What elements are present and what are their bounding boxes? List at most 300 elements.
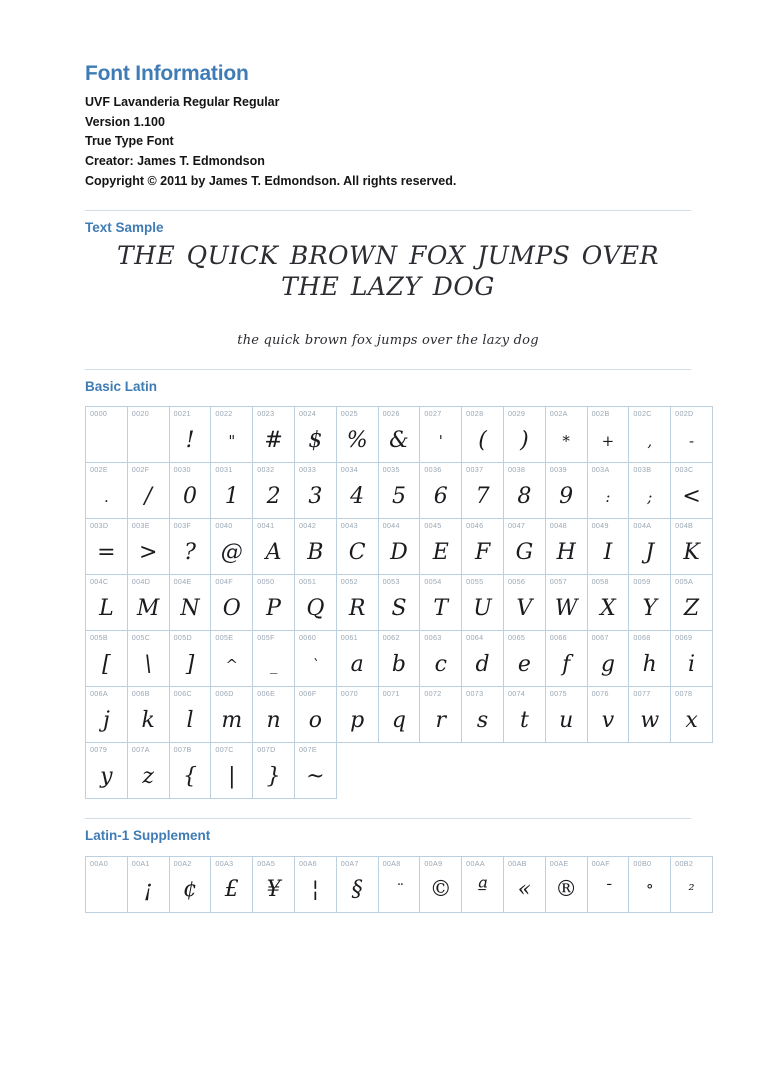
glyph-character: 5 [391,483,406,509]
glyph-cell[interactable] [169,519,211,575]
glyph-character: : [605,487,611,506]
glyph-character: P [266,595,281,621]
glyph-cell[interactable] [462,575,504,631]
glyph-character: L [99,595,114,621]
glyph-codepoint: 006D [215,689,234,699]
glyph-character [86,424,127,458]
glyph-cell[interactable] [336,407,378,463]
glyph-cell[interactable] [169,631,211,687]
glyph-character: H [556,539,576,565]
glyph-table-row [86,687,713,743]
glyph-cell[interactable] [169,687,211,743]
glyph-character: . [104,487,109,506]
glyph-character: z [142,763,154,789]
glyph-codepoint: 006C [173,689,192,699]
glyph-cell[interactable] [294,519,336,575]
glyph-codepoint: 007D [257,745,276,755]
glyph-character: 2 [266,483,281,509]
glyph-character: , [647,431,653,450]
glyph-cell[interactable] [545,687,587,743]
glyph-character: ¦ [311,876,320,902]
glyph-cell[interactable] [587,463,629,519]
glyph-cell[interactable] [211,519,253,575]
glyph-character: h [642,651,657,677]
glyph-cell[interactable] [253,575,295,631]
glyph-cell[interactable] [420,856,462,912]
glyph-cell[interactable] [420,631,462,687]
font-version-line: Version 1.100 [85,114,165,129]
glyph-cell[interactable] [294,463,336,519]
glyph-character: @ [220,539,243,565]
glyph-character: ~ [306,763,325,789]
glyph-cell[interactable] [629,856,671,912]
text-sample-lowercase: the quick brown fox jumps over the lazy dog [237,333,539,349]
glyph-cell[interactable] [169,856,211,912]
glyph-cell[interactable] [503,519,545,575]
glyph-character: 6 [433,483,448,509]
glyph-cell[interactable] [86,687,128,743]
glyph-cell[interactable] [378,519,420,575]
glyph-cell[interactable] [294,743,336,799]
glyph-cell[interactable] [253,407,295,463]
glyph-cell[interactable] [336,463,378,519]
glyph-character: V [516,595,533,621]
basic-latin-glyph-table [85,406,713,799]
glyph-codepoint: 0053 [382,577,400,587]
section-divider [85,210,691,211]
glyph-cell[interactable] [86,575,128,631]
glyph-cell[interactable] [211,631,253,687]
glyph-cell[interactable] [378,407,420,463]
glyph-character: Q [306,595,325,621]
glyph-codepoint: 0024 [298,409,317,419]
glyph-cell[interactable] [253,856,295,912]
glyph-codepoint: 005F [257,633,275,643]
section-divider [85,369,691,370]
glyph-codepoint: 00AB [507,858,527,868]
glyph-cell[interactable] [587,519,629,575]
glyph-codepoint: 0025 [340,409,358,419]
glyph-cell[interactable] [169,463,211,519]
glyph-character: R [348,595,366,621]
latin1-supplement-section [85,818,695,912]
glyph-cell[interactable] [503,463,545,519]
glyph-character: l [186,707,194,733]
glyph-character: i [688,651,696,677]
glyph-cell[interactable] [629,519,671,575]
glyph-codepoint: 0038 [507,465,526,475]
glyph-cell[interactable] [545,575,587,631]
glyph-codepoint: 0036 [424,465,442,475]
glyph-codepoint: 0043 [340,521,358,531]
glyph-codepoint: 0027 [424,409,442,419]
glyph-cell[interactable] [587,687,629,743]
glyph-codepoint: 0062 [382,633,400,643]
glyph-codepoint: 0042 [298,521,317,531]
glyph-cell[interactable] [587,631,629,687]
glyph-character: [ [102,651,111,677]
font-copyright-line: Copyright © 2011 by James T. Edmondson. All rights reserved. [85,173,457,188]
glyph-codepoint: 0045 [424,521,442,531]
glyph-character: + [601,431,615,450]
glyph-cell[interactable] [503,856,545,912]
glyph-character: b [391,651,407,677]
glyph-character: ; [647,487,653,506]
glyph-character: j [102,707,110,733]
glyph-character: / [144,483,152,509]
glyph-character: ¯ [604,880,612,899]
glyph-cell[interactable] [253,519,295,575]
glyph-cell[interactable] [86,743,128,799]
glyph-cell[interactable] [545,856,587,912]
glyph-cell[interactable] [671,631,713,687]
glyph-cell[interactable] [378,631,420,687]
glyph-codepoint: 00A2 [173,858,192,868]
glyph-codepoint: 0054 [424,577,442,587]
glyph-cell[interactable] [127,407,169,463]
glyph-cell[interactable] [294,631,336,687]
glyph-codepoint: 007B [173,745,192,755]
glyph-character: # [264,427,283,453]
glyph-cell[interactable] [336,856,378,912]
glyph-character: } [266,763,281,789]
glyph-character: a [350,651,364,677]
glyph-cell[interactable] [462,687,504,743]
glyph-character: d [475,651,490,677]
glyph-cell[interactable] [462,407,504,463]
glyph-cell[interactable] [545,519,587,575]
glyph-codepoint: 0034 [340,465,358,475]
glyph-cell[interactable] [253,463,295,519]
glyph-cell[interactable] [336,687,378,743]
glyph-codepoint: 006F [298,689,317,699]
glyph-cell-empty [587,743,629,799]
glyph-codepoint: 002D [675,409,694,419]
glyph-character: ? [184,539,196,565]
glyph-cell[interactable] [545,407,587,463]
glyph-codepoint: 004C [90,577,109,587]
glyph-codepoint: 00A9 [424,858,443,868]
font-creator-line: Creator: James T. Edmondson [85,153,265,168]
glyph-character: * [562,431,570,450]
glyph-cell[interactable] [253,687,295,743]
glyph-character: ] [185,651,195,677]
glyph-codepoint: 005E [215,633,234,643]
glyph-character: X [600,595,616,621]
glyph-cell[interactable] [127,631,169,687]
glyph-codepoint: 0061 [340,633,358,643]
glyph-character: 7 [475,483,490,509]
glyph-cell-empty [545,743,587,799]
glyph-cell[interactable] [336,519,378,575]
glyph-codepoint: 0055 [466,577,484,587]
glyph-codepoint: 0033 [298,465,317,475]
glyph-cell-empty [336,743,378,799]
glyph-codepoint: 0048 [549,521,567,531]
glyph-codepoint: 006A [90,689,108,699]
glyph-codepoint: 0047 [507,521,526,531]
glyph-cell[interactable] [587,407,629,463]
glyph-character: = [97,539,116,565]
glyph-character: n [266,707,281,733]
glyph-codepoint: 005D [173,633,192,643]
glyph-character [128,424,169,458]
glyph-cell[interactable] [211,743,253,799]
glyph-codepoint: 002C [633,409,652,419]
glyph-cell[interactable] [211,575,253,631]
glyph-cell-empty [671,743,713,799]
glyph-character: ² [688,880,695,899]
glyph-table-row [86,856,713,912]
glyph-character: ® [555,876,578,902]
glyph-character: p [350,707,365,733]
glyph-codepoint: 003E [131,521,150,531]
glyph-cell[interactable] [86,856,128,912]
glyph-codepoint: 0056 [507,577,526,587]
glyph-character: F [474,539,491,565]
glyph-codepoint: 005A [675,577,694,587]
glyph-codepoint: 0023 [257,409,275,419]
glyph-codepoint: 0039 [549,465,567,475]
glyph-character: & [389,427,409,453]
glyph-cell[interactable] [545,631,587,687]
glyph-codepoint: 007A [131,745,150,755]
glyph-character: q [391,707,407,733]
glyph-cell[interactable] [127,463,169,519]
glyph-codepoint: 0046 [466,521,484,531]
glyph-codepoint: 002E [90,465,108,475]
glyph-codepoint: 0079 [90,745,108,755]
glyph-character: ° [646,880,654,899]
glyph-cell[interactable] [378,575,420,631]
glyph-codepoint: 004A [633,521,652,531]
glyph-cell[interactable] [211,407,253,463]
glyph-cell[interactable] [336,631,378,687]
page-content [85,62,701,913]
glyph-character: E [432,539,449,565]
glyph-cell[interactable] [294,575,336,631]
text-sample-section [85,210,691,350]
glyph-cell[interactable] [294,687,336,743]
glyph-cell[interactable] [86,407,128,463]
glyph-cell[interactable] [629,575,671,631]
glyph-character: v [601,707,615,733]
glyph-cell[interactable] [420,519,462,575]
glyph-codepoint: 0070 [340,689,358,699]
glyph-codepoint: 005C [131,633,151,643]
glyph-character: Z [683,595,700,621]
glyph-codepoint: 004D [131,577,151,587]
glyph-character [86,873,127,907]
glyph-codepoint: 0040 [215,521,233,531]
glyph-character: ¥ [266,876,281,902]
glyph-character: I [603,539,613,565]
latin1-supplement-heading: Latin-1 Supplement [85,828,211,844]
glyph-cell[interactable] [503,575,545,631]
latin1-supplement-glyph-table [85,856,713,913]
glyph-character: W [554,595,578,621]
glyph-cell[interactable] [629,463,671,519]
glyph-codepoint: 0076 [591,689,609,699]
glyph-character: ¡ [143,876,153,902]
glyph-character: w [640,707,660,733]
glyph-cell[interactable] [671,575,713,631]
glyph-table-row [86,575,713,631]
glyph-codepoint: 0069 [675,633,693,643]
glyph-cell[interactable] [671,687,713,743]
glyph-codepoint: 0032 [257,465,275,475]
glyph-codepoint: 0059 [633,577,651,587]
glyph-codepoint: 002B [591,409,610,419]
glyph-character: K [683,539,700,565]
glyph-character: T [433,595,449,621]
glyph-cell[interactable] [378,856,420,912]
glyph-character: G [515,539,534,565]
glyph-codepoint: 007E [298,745,317,755]
glyph-codepoint: 00A3 [215,858,234,868]
glyph-character: M [136,595,160,621]
glyph-cell[interactable] [211,687,253,743]
glyph-cell[interactable] [86,519,128,575]
glyph-cell[interactable] [503,407,545,463]
glyph-cell[interactable] [671,519,713,575]
glyph-codepoint: 006E [257,689,276,699]
glyph-codepoint: 004F [215,577,233,587]
glyph-cell[interactable] [462,631,504,687]
glyph-character: A [265,539,282,565]
glyph-character: ¢ [182,876,197,902]
glyph-codepoint: 0058 [591,577,609,587]
glyph-codepoint: 00A1 [131,858,150,868]
glyph-codepoint: 0026 [382,409,400,419]
glyph-character: Y [642,595,658,621]
basic-latin-table-body [86,407,713,799]
glyph-cell[interactable] [587,856,629,912]
glyph-codepoint: 00B2 [675,858,694,868]
glyph-character: £ [224,876,239,902]
glyph-cell[interactable] [169,743,211,799]
glyph-codepoint: 0021 [173,409,191,419]
glyph-cell[interactable] [127,519,169,575]
glyph-cell[interactable] [127,687,169,743]
glyph-cell-empty [629,743,671,799]
glyph-cell[interactable] [253,743,295,799]
glyph-codepoint: 0078 [675,689,693,699]
glyph-codepoint: 0037 [466,465,484,475]
latin1-supplement-table-body [86,856,713,912]
glyph-codepoint: 0060 [298,633,317,643]
glyph-cell[interactable] [294,856,336,912]
glyph-cell[interactable] [294,407,336,463]
glyph-character: > [138,539,158,565]
glyph-codepoint: 0077 [633,689,651,699]
glyph-character: O [222,595,241,621]
glyph-character: J [645,539,655,565]
glyph-codepoint: 0072 [424,689,442,699]
glyph-cell[interactable] [629,407,671,463]
glyph-cell[interactable] [671,463,713,519]
glyph-cell[interactable] [503,631,545,687]
glyph-cell[interactable] [378,687,420,743]
glyph-character: \ [144,651,152,677]
glyph-character: 1 [224,483,239,509]
glyph-character: ( [478,427,487,453]
glyph-character: y [100,763,113,789]
glyph-codepoint: 00AE [549,858,569,868]
glyph-cell[interactable] [336,575,378,631]
glyph-cell[interactable] [587,575,629,631]
glyph-codepoint: 0066 [549,633,567,643]
glyph-character: _ [269,655,278,674]
glyph-codepoint: 00AF [591,858,610,868]
glyph-cell[interactable] [545,463,587,519]
glyph-cell[interactable] [86,631,128,687]
glyph-codepoint: 0028 [466,409,484,419]
glyph-codepoint: 007C [215,745,234,755]
glyph-codepoint: 00AA [466,858,485,868]
glyph-codepoint: 0041 [257,521,275,531]
glyph-cell[interactable] [420,407,462,463]
glyph-cell[interactable] [420,687,462,743]
glyph-cell[interactable] [462,856,504,912]
glyph-cell[interactable] [127,743,169,799]
glyph-cell[interactable] [211,856,253,912]
glyph-character: ^ [225,655,239,674]
glyph-codepoint: 0057 [549,577,567,587]
glyph-cell[interactable] [629,631,671,687]
glyph-codepoint: 002F [131,465,150,475]
section-divider [85,818,691,819]
glyph-character: s [476,707,489,733]
glyph-codepoint: 00A8 [382,858,401,868]
glyph-codepoint: 00A0 [90,858,108,868]
glyph-cell[interactable] [86,463,128,519]
glyph-character: % [346,427,368,453]
glyph-codepoint: 0029 [507,409,526,419]
glyph-cell[interactable] [378,463,420,519]
glyph-character: " [228,431,236,450]
glyph-codepoint: 0050 [257,577,275,587]
glyph-cell[interactable] [253,631,295,687]
glyph-codepoint: 004E [173,577,192,587]
glyph-codepoint: 00B0 [633,858,652,868]
glyph-character: C [348,539,366,565]
glyph-cell-empty [378,743,420,799]
glyph-codepoint: 002A [549,409,568,419]
glyph-character: 9 [559,483,574,509]
glyph-codepoint: 0063 [424,633,442,643]
glyph-cell[interactable] [420,575,462,631]
glyph-cell[interactable] [420,463,462,519]
glyph-codepoint: 0073 [466,689,484,699]
glyph-cell[interactable] [211,463,253,519]
glyph-codepoint: 0049 [591,521,609,531]
glyph-codepoint: 003A [591,465,610,475]
glyph-cell[interactable] [671,856,713,912]
glyph-cell[interactable] [169,575,211,631]
glyph-cell[interactable] [503,687,545,743]
glyph-codepoint: 00A5 [257,858,276,868]
glyph-cell[interactable] [462,463,504,519]
glyph-cell[interactable] [629,687,671,743]
glyph-character: ¨ [395,880,403,899]
glyph-cell[interactable] [462,519,504,575]
glyph-cell[interactable] [169,407,211,463]
glyph-character: © [429,876,452,902]
glyph-cell[interactable] [671,407,713,463]
glyph-cell[interactable] [127,575,169,631]
glyph-cell[interactable] [127,856,169,912]
